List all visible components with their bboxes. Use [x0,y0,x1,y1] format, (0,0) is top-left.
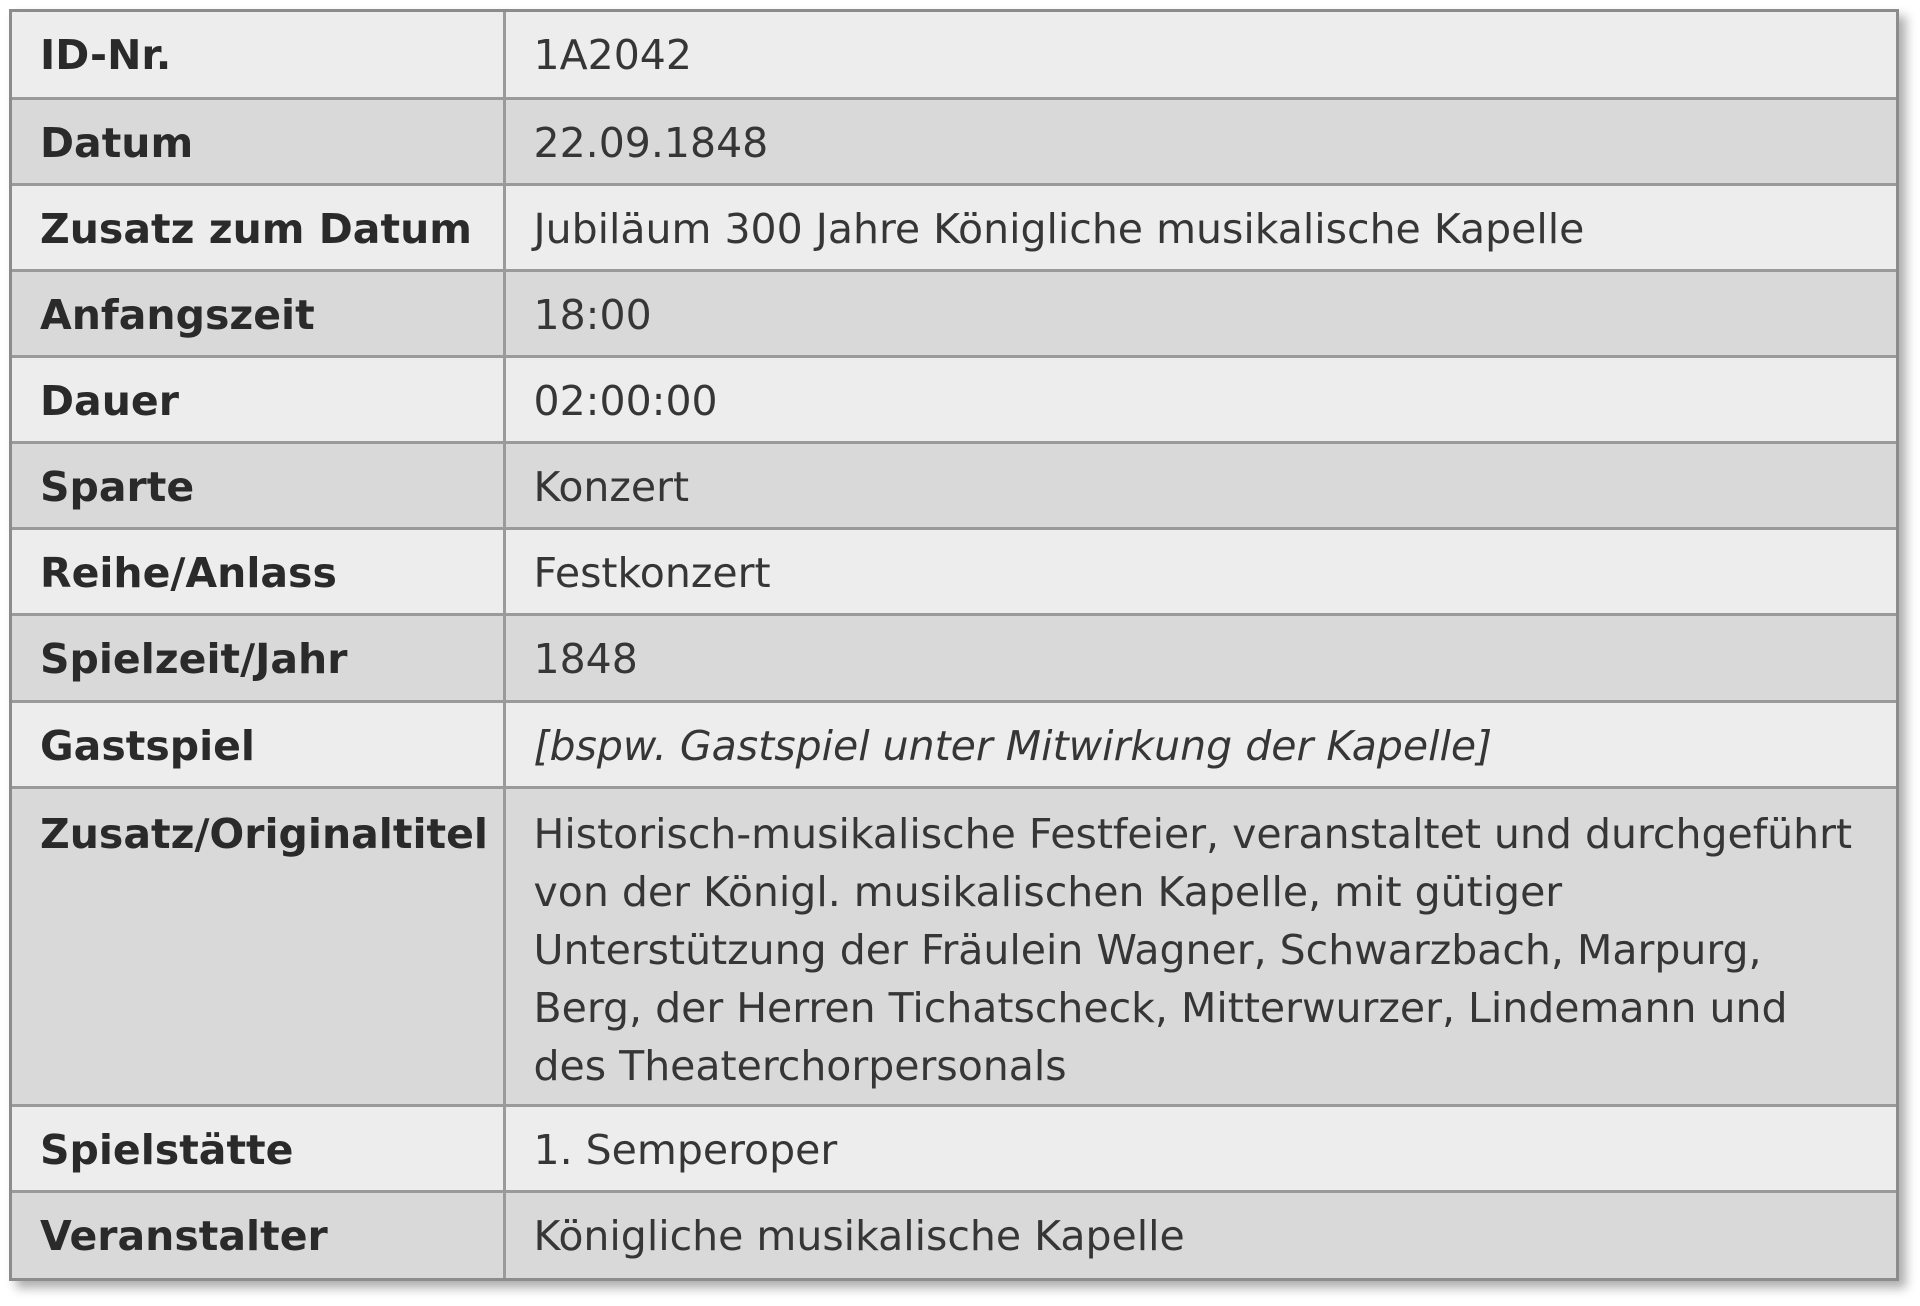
field-value: 1. Semperoper [504,1106,1896,1192]
field-label: Spielzeit/Jahr [12,615,504,701]
table-row-datum [12,98,1896,184]
field-label: Zusatz/Originaltitel [12,787,504,1106]
table-row-spielzeit [12,615,1896,701]
field-value: Historisch-musikalische Festfeier, veranstaltet und durchgeführt von der Königl. musikalischen Kapelle, mit gütiger Unterstützung der Fräulein Wagner, Schwarzbach, Marpurg, Berg, der Herren Tichatscheck, Mitterwurzer, Lindemann und des Theaterchorpersonals [504,787,1896,1106]
table-row-id [12,12,1896,98]
field-label: Reihe/Anlass [12,529,504,615]
record-card [9,9,1899,1281]
field-value: Festkonzert [504,529,1896,615]
field-label: Anfangszeit [12,270,504,356]
field-label: Gastspiel [12,701,504,787]
field-label: Dauer [12,357,504,443]
field-value: 1848 [504,615,1896,701]
table-row-dauer [12,357,1896,443]
table-row-veranstalter [12,1192,1896,1278]
field-value: 02:00:00 [504,357,1896,443]
field-value: Konzert [504,443,1896,529]
field-label: Spielstätte [12,1106,504,1192]
table-row-spielstaette [12,1106,1896,1192]
record-table [12,12,1896,1278]
field-value: 1A2042 [504,12,1896,98]
field-value: [bspw. Gastspiel unter Mitwirkung der Kapelle] [504,701,1896,787]
field-value: 18:00 [504,270,1896,356]
field-label: Zusatz zum Datum [12,184,504,270]
table-row-zusatz-datum [12,184,1896,270]
field-label: ID-Nr. [12,12,504,98]
field-label: Sparte [12,443,504,529]
field-value: Königliche musikalische Kapelle [504,1192,1896,1278]
table-row-sparte [12,443,1896,529]
table-row-anfangszeit [12,270,1896,356]
table-row-originaltitel [12,787,1896,1106]
field-value: Jubiläum 300 Jahre Königliche musikalische Kapelle [504,184,1896,270]
table-row-reihe-anlass [12,529,1896,615]
field-label: Veranstalter [12,1192,504,1278]
field-label: Datum [12,98,504,184]
field-value: 22.09.1848 [504,98,1896,184]
table-row-gastspiel [12,701,1896,787]
